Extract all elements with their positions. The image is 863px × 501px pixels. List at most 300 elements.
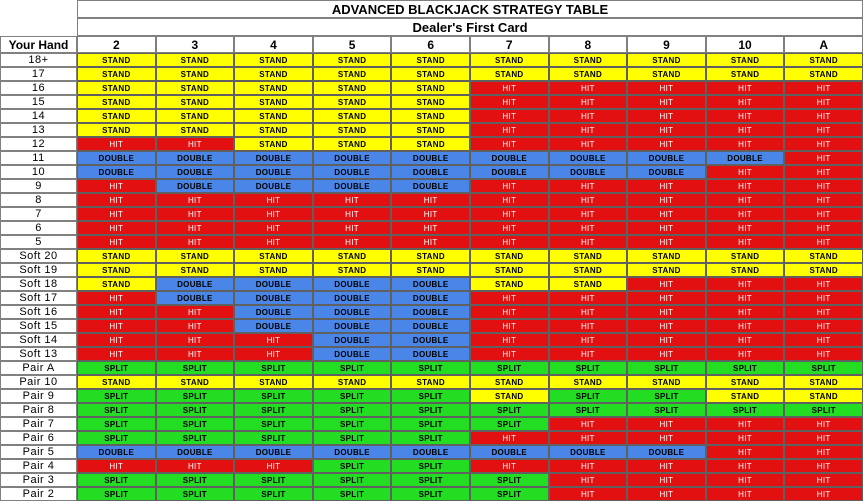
action-cell: HIT bbox=[77, 235, 156, 249]
action-cell: HIT bbox=[706, 207, 785, 221]
action-cell: HIT bbox=[627, 431, 706, 445]
action-cell: DOUBLE bbox=[313, 277, 392, 291]
table-row bbox=[0, 165, 863, 179]
hand-label: Pair A bbox=[0, 361, 77, 375]
action-cell: SPLIT bbox=[313, 403, 392, 417]
action-cell: STAND bbox=[391, 123, 470, 137]
action-cell: HIT bbox=[234, 459, 313, 473]
action-cell: HIT bbox=[156, 221, 235, 235]
hand-label: 15 bbox=[0, 95, 77, 109]
action-cell: DOUBLE bbox=[234, 165, 313, 179]
hand-label: 9 bbox=[0, 179, 77, 193]
action-cell: HIT bbox=[156, 459, 235, 473]
action-cell: HIT bbox=[549, 319, 628, 333]
action-cell: SPLIT bbox=[391, 473, 470, 487]
hand-label: 7 bbox=[0, 207, 77, 221]
dealer-card-header: 7 bbox=[470, 36, 549, 53]
action-cell: SPLIT bbox=[549, 389, 628, 403]
action-cell: HIT bbox=[706, 417, 785, 431]
action-cell: HIT bbox=[784, 459, 863, 473]
action-cell: HIT bbox=[77, 305, 156, 319]
action-cell: SPLIT bbox=[784, 403, 863, 417]
action-cell: HIT bbox=[549, 81, 628, 95]
action-cell: DOUBLE bbox=[234, 445, 313, 459]
action-cell: HIT bbox=[627, 81, 706, 95]
action-cell: STAND bbox=[391, 81, 470, 95]
action-cell: DOUBLE bbox=[391, 445, 470, 459]
action-cell: STAND bbox=[627, 375, 706, 389]
action-cell: STAND bbox=[77, 81, 156, 95]
row-header-label: Your Hand bbox=[0, 36, 77, 53]
action-cell: SPLIT bbox=[706, 403, 785, 417]
action-cell: STAND bbox=[234, 123, 313, 137]
action-cell: HIT bbox=[784, 333, 863, 347]
action-cell: STAND bbox=[234, 81, 313, 95]
action-cell: HIT bbox=[391, 235, 470, 249]
action-cell: STAND bbox=[470, 277, 549, 291]
action-cell: HIT bbox=[627, 305, 706, 319]
action-cell: STAND bbox=[627, 263, 706, 277]
action-cell: SPLIT bbox=[470, 487, 549, 501]
action-cell: HIT bbox=[784, 123, 863, 137]
action-cell: HIT bbox=[470, 291, 549, 305]
table-row bbox=[0, 445, 863, 459]
action-cell: SPLIT bbox=[706, 361, 785, 375]
action-cell: HIT bbox=[706, 165, 785, 179]
action-cell: SPLIT bbox=[234, 361, 313, 375]
action-cell: STAND bbox=[706, 67, 785, 81]
action-cell: HIT bbox=[627, 137, 706, 151]
action-cell: HIT bbox=[784, 487, 863, 501]
table-row bbox=[0, 403, 863, 417]
action-cell: HIT bbox=[156, 333, 235, 347]
action-cell: STAND bbox=[549, 263, 628, 277]
action-cell: HIT bbox=[77, 347, 156, 361]
action-cell: STAND bbox=[313, 263, 392, 277]
table-row bbox=[0, 361, 863, 375]
hand-label: 6 bbox=[0, 221, 77, 235]
action-cell: DOUBLE bbox=[706, 151, 785, 165]
action-cell: HIT bbox=[784, 137, 863, 151]
action-cell: HIT bbox=[470, 109, 549, 123]
action-cell: STAND bbox=[470, 263, 549, 277]
action-cell: HIT bbox=[784, 95, 863, 109]
action-cell: SPLIT bbox=[391, 487, 470, 501]
dealer-card-header: 3 bbox=[156, 36, 235, 53]
action-cell: HIT bbox=[156, 193, 235, 207]
action-cell: HIT bbox=[706, 179, 785, 193]
action-cell: STAND bbox=[77, 123, 156, 137]
action-cell: HIT bbox=[549, 235, 628, 249]
action-cell: STAND bbox=[627, 53, 706, 67]
action-cell: HIT bbox=[784, 431, 863, 445]
table-row bbox=[0, 417, 863, 431]
action-cell: STAND bbox=[77, 95, 156, 109]
hand-label: 11 bbox=[0, 151, 77, 165]
action-cell: SPLIT bbox=[313, 459, 392, 473]
action-cell: STAND bbox=[156, 67, 235, 81]
action-cell: SPLIT bbox=[470, 403, 549, 417]
action-cell: SPLIT bbox=[313, 473, 392, 487]
action-cell: HIT bbox=[706, 347, 785, 361]
action-cell: HIT bbox=[391, 207, 470, 221]
action-cell: HIT bbox=[706, 333, 785, 347]
action-cell: STAND bbox=[234, 109, 313, 123]
table-row bbox=[0, 207, 863, 221]
action-cell: SPLIT bbox=[77, 403, 156, 417]
table-row bbox=[0, 319, 863, 333]
action-cell: SPLIT bbox=[391, 431, 470, 445]
action-cell: STAND bbox=[77, 53, 156, 67]
action-cell: HIT bbox=[391, 221, 470, 235]
action-cell: SPLIT bbox=[234, 417, 313, 431]
action-cell: SPLIT bbox=[156, 473, 235, 487]
table-row bbox=[0, 95, 863, 109]
action-cell: SPLIT bbox=[156, 487, 235, 501]
action-cell: HIT bbox=[549, 333, 628, 347]
action-cell: SPLIT bbox=[156, 389, 235, 403]
action-cell: STAND bbox=[156, 123, 235, 137]
action-cell: STAND bbox=[549, 249, 628, 263]
action-cell: DOUBLE bbox=[391, 151, 470, 165]
action-cell: SPLIT bbox=[391, 417, 470, 431]
action-cell: DOUBLE bbox=[77, 151, 156, 165]
hand-label: Pair 6 bbox=[0, 431, 77, 445]
action-cell: STAND bbox=[313, 249, 392, 263]
action-cell: HIT bbox=[627, 473, 706, 487]
action-cell: DOUBLE bbox=[391, 305, 470, 319]
hand-label: 12 bbox=[0, 137, 77, 151]
action-cell: STAND bbox=[77, 375, 156, 389]
dealer-card-header: A bbox=[784, 36, 863, 53]
table-row bbox=[0, 235, 863, 249]
action-cell: SPLIT bbox=[156, 431, 235, 445]
action-cell: SPLIT bbox=[77, 487, 156, 501]
table-row bbox=[0, 221, 863, 235]
action-cell: DOUBLE bbox=[313, 319, 392, 333]
action-cell: HIT bbox=[77, 291, 156, 305]
table-row bbox=[0, 487, 863, 501]
action-cell: HIT bbox=[706, 137, 785, 151]
action-cell: HIT bbox=[784, 193, 863, 207]
action-cell: SPLIT bbox=[391, 361, 470, 375]
table-row bbox=[0, 249, 863, 263]
dealer-card-header: 6 bbox=[391, 36, 470, 53]
action-cell: HIT bbox=[706, 95, 785, 109]
action-cell: STAND bbox=[627, 67, 706, 81]
action-cell: HIT bbox=[784, 221, 863, 235]
action-cell: STAND bbox=[156, 375, 235, 389]
action-cell: STAND bbox=[313, 375, 392, 389]
action-cell: HIT bbox=[706, 459, 785, 473]
action-cell: HIT bbox=[706, 445, 785, 459]
action-cell: HIT bbox=[784, 151, 863, 165]
action-cell: DOUBLE bbox=[627, 151, 706, 165]
action-cell: SPLIT bbox=[627, 403, 706, 417]
action-cell: STAND bbox=[391, 263, 470, 277]
hand-label: Soft 16 bbox=[0, 305, 77, 319]
action-cell: STAND bbox=[77, 263, 156, 277]
action-cell: STAND bbox=[391, 67, 470, 81]
action-cell: STAND bbox=[234, 95, 313, 109]
action-cell: STAND bbox=[784, 263, 863, 277]
hand-label: Soft 13 bbox=[0, 347, 77, 361]
action-cell: HIT bbox=[77, 193, 156, 207]
action-cell: HIT bbox=[706, 291, 785, 305]
action-cell: STAND bbox=[549, 67, 628, 81]
action-cell: STAND bbox=[77, 277, 156, 291]
action-cell: STAND bbox=[784, 375, 863, 389]
table-title: ADVANCED BLACKJACK STRATEGY TABLE bbox=[77, 0, 863, 18]
action-cell: HIT bbox=[549, 473, 628, 487]
action-cell: DOUBLE bbox=[156, 165, 235, 179]
action-cell: STAND bbox=[784, 67, 863, 81]
action-cell: SPLIT bbox=[77, 431, 156, 445]
action-cell: HIT bbox=[313, 193, 392, 207]
action-cell: HIT bbox=[77, 207, 156, 221]
action-cell: STAND bbox=[234, 137, 313, 151]
action-cell: HIT bbox=[313, 235, 392, 249]
action-cell: STAND bbox=[156, 81, 235, 95]
action-cell: HIT bbox=[549, 207, 628, 221]
action-cell: HIT bbox=[706, 431, 785, 445]
action-cell: HIT bbox=[549, 431, 628, 445]
action-cell: SPLIT bbox=[470, 361, 549, 375]
action-cell: HIT bbox=[156, 319, 235, 333]
action-cell: HIT bbox=[549, 417, 628, 431]
table-row bbox=[0, 67, 863, 81]
action-cell: STAND bbox=[234, 249, 313, 263]
action-cell: DOUBLE bbox=[156, 291, 235, 305]
action-cell: HIT bbox=[549, 221, 628, 235]
action-cell: DOUBLE bbox=[549, 165, 628, 179]
hand-label: 8 bbox=[0, 193, 77, 207]
action-cell: HIT bbox=[706, 305, 785, 319]
action-cell: SPLIT bbox=[156, 361, 235, 375]
hand-label: Pair 2 bbox=[0, 487, 77, 501]
table-row bbox=[0, 81, 863, 95]
action-cell: HIT bbox=[470, 81, 549, 95]
action-cell: DOUBLE bbox=[627, 445, 706, 459]
action-cell: DOUBLE bbox=[391, 333, 470, 347]
action-cell: HIT bbox=[627, 319, 706, 333]
action-cell: STAND bbox=[234, 53, 313, 67]
action-cell: DOUBLE bbox=[470, 151, 549, 165]
action-cell: HIT bbox=[627, 207, 706, 221]
action-cell: HIT bbox=[549, 305, 628, 319]
action-cell: STAND bbox=[313, 53, 392, 67]
action-cell: DOUBLE bbox=[391, 291, 470, 305]
action-cell: SPLIT bbox=[313, 487, 392, 501]
action-cell: HIT bbox=[470, 431, 549, 445]
action-cell: HIT bbox=[627, 123, 706, 137]
action-cell: DOUBLE bbox=[234, 151, 313, 165]
action-cell: DOUBLE bbox=[313, 445, 392, 459]
action-cell: HIT bbox=[706, 123, 785, 137]
hand-label: Pair 7 bbox=[0, 417, 77, 431]
hand-label: Soft 19 bbox=[0, 263, 77, 277]
action-cell: STAND bbox=[470, 53, 549, 67]
hand-label: Pair 5 bbox=[0, 445, 77, 459]
action-cell: HIT bbox=[391, 193, 470, 207]
action-cell: HIT bbox=[313, 207, 392, 221]
dealer-card-header: 9 bbox=[627, 36, 706, 53]
table-row bbox=[0, 347, 863, 361]
dealer-card-header: 5 bbox=[313, 36, 392, 53]
action-cell: SPLIT bbox=[156, 417, 235, 431]
action-cell: HIT bbox=[706, 319, 785, 333]
action-cell: HIT bbox=[784, 179, 863, 193]
action-cell: HIT bbox=[470, 305, 549, 319]
hand-label: 16 bbox=[0, 81, 77, 95]
action-cell: STAND bbox=[313, 67, 392, 81]
action-cell: STAND bbox=[313, 123, 392, 137]
action-cell: STAND bbox=[313, 81, 392, 95]
action-cell: SPLIT bbox=[77, 389, 156, 403]
action-cell: HIT bbox=[706, 277, 785, 291]
hand-label: Pair 9 bbox=[0, 389, 77, 403]
action-cell: HIT bbox=[156, 207, 235, 221]
action-cell: STAND bbox=[470, 249, 549, 263]
action-cell: HIT bbox=[784, 473, 863, 487]
action-cell: STAND bbox=[156, 95, 235, 109]
action-cell: HIT bbox=[706, 109, 785, 123]
action-cell: DOUBLE bbox=[156, 445, 235, 459]
action-cell: STAND bbox=[549, 277, 628, 291]
action-cell: HIT bbox=[234, 193, 313, 207]
hand-label: Pair 8 bbox=[0, 403, 77, 417]
action-cell: STAND bbox=[313, 95, 392, 109]
action-cell: SPLIT bbox=[77, 361, 156, 375]
action-cell: HIT bbox=[706, 235, 785, 249]
action-cell: HIT bbox=[784, 291, 863, 305]
hand-label: 13 bbox=[0, 123, 77, 137]
action-cell: DOUBLE bbox=[156, 277, 235, 291]
table-row bbox=[0, 431, 863, 445]
table-row bbox=[0, 389, 863, 403]
action-cell: HIT bbox=[549, 193, 628, 207]
action-cell: STAND bbox=[234, 375, 313, 389]
action-cell: HIT bbox=[549, 179, 628, 193]
action-cell: HIT bbox=[706, 193, 785, 207]
action-cell: SPLIT bbox=[313, 389, 392, 403]
action-cell: HIT bbox=[313, 221, 392, 235]
action-cell: STAND bbox=[784, 53, 863, 67]
action-cell: DOUBLE bbox=[156, 179, 235, 193]
action-cell: HIT bbox=[627, 221, 706, 235]
table-row bbox=[0, 473, 863, 487]
action-cell: HIT bbox=[706, 221, 785, 235]
action-cell: DOUBLE bbox=[549, 151, 628, 165]
action-cell: HIT bbox=[77, 179, 156, 193]
action-cell: DOUBLE bbox=[313, 333, 392, 347]
hand-label: 5 bbox=[0, 235, 77, 249]
action-cell: DOUBLE bbox=[313, 151, 392, 165]
action-cell: STAND bbox=[549, 53, 628, 67]
action-cell: SPLIT bbox=[77, 417, 156, 431]
action-cell: DOUBLE bbox=[391, 179, 470, 193]
hand-label: 10 bbox=[0, 165, 77, 179]
action-cell: SPLIT bbox=[391, 459, 470, 473]
hand-label: Soft 15 bbox=[0, 319, 77, 333]
action-cell: HIT bbox=[470, 193, 549, 207]
action-cell: DOUBLE bbox=[313, 291, 392, 305]
action-cell: SPLIT bbox=[391, 403, 470, 417]
dealer-card-header: 10 bbox=[706, 36, 785, 53]
action-cell: STAND bbox=[234, 263, 313, 277]
table-row bbox=[0, 375, 863, 389]
action-cell: SPLIT bbox=[470, 473, 549, 487]
action-cell: HIT bbox=[77, 333, 156, 347]
action-cell: HIT bbox=[784, 417, 863, 431]
action-cell: HIT bbox=[156, 305, 235, 319]
action-cell: HIT bbox=[470, 235, 549, 249]
action-cell: STAND bbox=[706, 53, 785, 67]
action-cell: DOUBLE bbox=[313, 165, 392, 179]
action-cell: SPLIT bbox=[549, 403, 628, 417]
action-cell: STAND bbox=[156, 53, 235, 67]
table-row bbox=[0, 291, 863, 305]
action-cell: STAND bbox=[549, 375, 628, 389]
action-cell: DOUBLE bbox=[234, 277, 313, 291]
action-cell: DOUBLE bbox=[549, 445, 628, 459]
action-cell: HIT bbox=[706, 473, 785, 487]
action-cell: STAND bbox=[470, 67, 549, 81]
action-cell: STAND bbox=[391, 249, 470, 263]
action-cell: HIT bbox=[784, 347, 863, 361]
action-cell: HIT bbox=[156, 235, 235, 249]
action-cell: DOUBLE bbox=[234, 319, 313, 333]
action-cell: STAND bbox=[156, 249, 235, 263]
action-cell: STAND bbox=[391, 137, 470, 151]
action-cell: HIT bbox=[549, 459, 628, 473]
hand-label: Soft 17 bbox=[0, 291, 77, 305]
action-cell: HIT bbox=[549, 109, 628, 123]
table-row bbox=[0, 53, 863, 67]
action-cell: HIT bbox=[470, 319, 549, 333]
hand-label: 18+ bbox=[0, 53, 77, 67]
action-cell: STAND bbox=[77, 249, 156, 263]
action-cell: DOUBLE bbox=[313, 305, 392, 319]
action-cell: SPLIT bbox=[156, 403, 235, 417]
action-cell: SPLIT bbox=[313, 431, 392, 445]
action-cell: HIT bbox=[627, 291, 706, 305]
action-cell: HIT bbox=[77, 221, 156, 235]
table-row bbox=[0, 459, 863, 473]
action-cell: DOUBLE bbox=[234, 291, 313, 305]
dealer-card-header: 8 bbox=[549, 36, 628, 53]
action-cell: HIT bbox=[470, 179, 549, 193]
action-cell: HIT bbox=[470, 207, 549, 221]
action-cell: STAND bbox=[391, 95, 470, 109]
action-cell: HIT bbox=[234, 221, 313, 235]
action-cell: STAND bbox=[706, 375, 785, 389]
action-cell: HIT bbox=[470, 123, 549, 137]
action-cell: DOUBLE bbox=[391, 165, 470, 179]
action-cell: SPLIT bbox=[627, 361, 706, 375]
action-cell: STAND bbox=[156, 109, 235, 123]
action-cell: STAND bbox=[391, 375, 470, 389]
action-cell: HIT bbox=[470, 347, 549, 361]
action-cell: SPLIT bbox=[234, 431, 313, 445]
action-cell: STAND bbox=[784, 249, 863, 263]
table-row bbox=[0, 305, 863, 319]
action-cell: HIT bbox=[627, 459, 706, 473]
action-cell: STAND bbox=[706, 263, 785, 277]
action-cell: STAND bbox=[313, 137, 392, 151]
action-cell: HIT bbox=[627, 347, 706, 361]
table-row bbox=[0, 263, 863, 277]
